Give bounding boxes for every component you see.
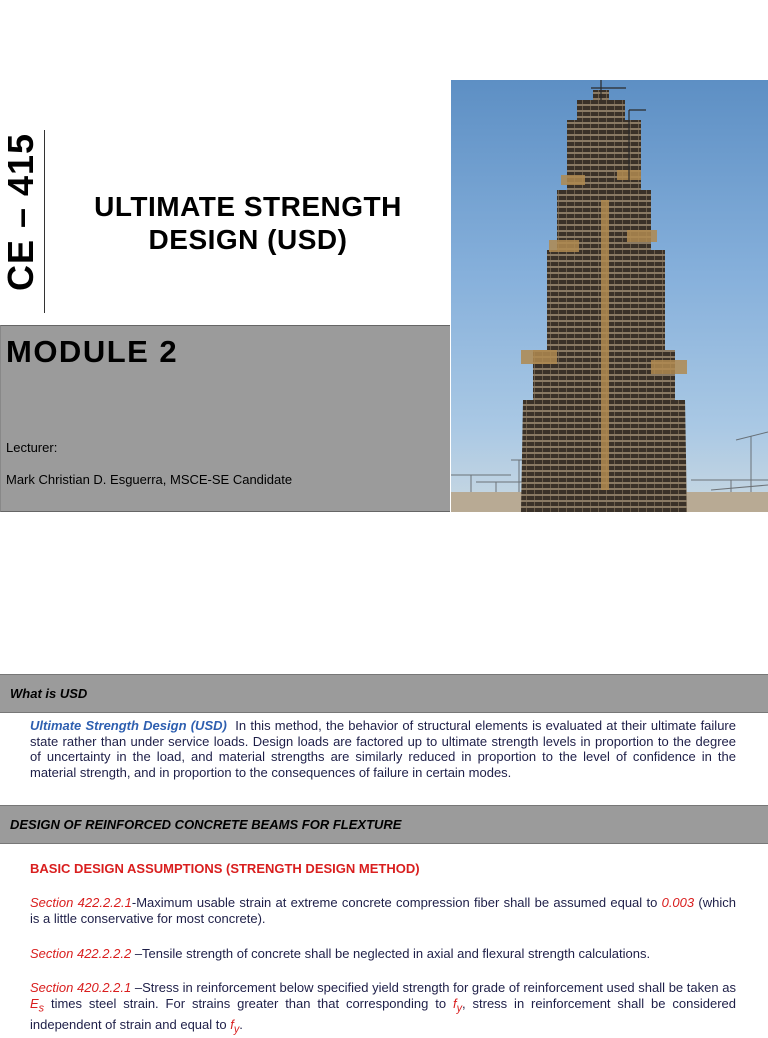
usd-definition [30,718,736,780]
tower-construction-photo [451,80,768,512]
course-code [0,132,41,292]
section-header-label: DESIGN OF REINFORCED CONCRETE BEAMS FOR FLEXTURE [10,817,402,832]
title-line-2: DESIGN (USD) [148,224,348,255]
assumption-item: Section 422.2.2.2 –Tensile strength of concrete shall be neglected in axial and flexural strength calculations. [30,946,651,961]
modulus-symbol: $E_s$ [30,995,45,1015]
section-header-label: What is USD [10,686,88,701]
title-divider [44,130,45,313]
title-line-1: ULTIMATE STRENGTH [94,191,402,222]
section-reference: Section 422.2.2.2 [30,946,132,961]
course-code-text: CE – 415 [0,132,41,292]
page-title [48,190,448,256]
lecturer-label: Lecturer: [6,440,58,455]
assumption-item: Section 420.2.2.1 –Stress in reinforcement below specified yield strength for grade of reinforcement used shall be taken as $E_s$ times steel strain. For strains greater than that corresponding to $f_y$, stress in reinforcement shall be considered independent of strain and equal to $f_y$. [30,980,736,1036]
lecturer-name: Mark Christian D. Esguerra, MSCE-SE Candidate [6,472,293,487]
section-header-what-is-usd [0,674,768,713]
basic-assumptions-heading: BASIC DESIGN ASSUMPTIONS (STRENGTH DESIGN METHOD) [30,861,420,876]
usd-definition-text: In this method, the behavior of structural elements is evaluated at their ultimate failure state rather than under service loads. Design loads are factored up to ultimate strength levels in proportion to the degree of uncertainty in the load, and material strengths are similarly reduced in proportion to the level of confidence in the material strength, and in proportion to the consequences of failure in certain modes. [30,718,736,780]
usd-term: Ultimate Strength Design (USD) [30,718,227,733]
module-title: MODULE 2 [6,334,179,369]
section-reference: Section 420.2.2.1 [30,980,132,995]
yield-symbol: $f_y$ [230,1016,240,1036]
yield-symbol: $f_y$ [452,995,462,1015]
section-reference: Section 422.2.2.1 [30,895,132,910]
assumption-item: Section 422.2.2.1-Maximum usable strain at extreme concrete compression fiber shall be assumed equal to 0.003 (which is a little conservative for most concrete). [30,895,736,926]
strain-value: 0.003 [661,895,695,910]
section-header-flexure [0,805,768,844]
